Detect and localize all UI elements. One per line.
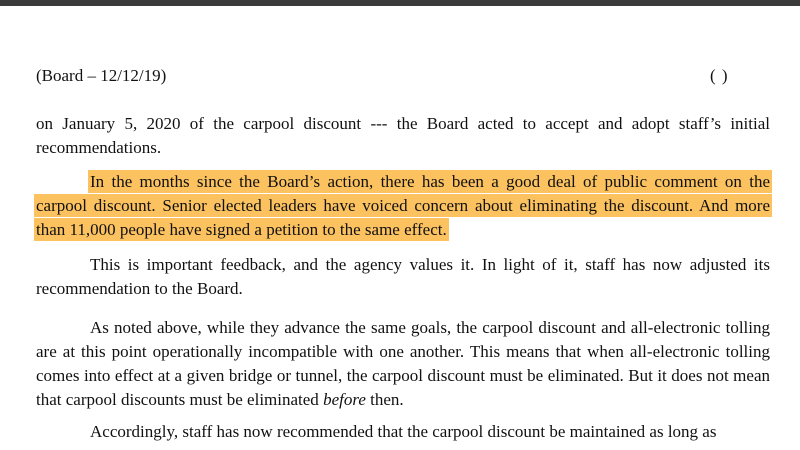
document-header-date: (Board – 12/12/19) bbox=[36, 66, 167, 85]
document-header-page-marker: ( ) bbox=[710, 66, 729, 85]
paragraph-feedback bbox=[36, 253, 770, 301]
paragraph-accordingly bbox=[36, 420, 770, 444]
paragraph-text: on January 5, 2020 of the carpool discount --- the Board acted to accept and adopt staff’s initial recommendations. bbox=[36, 114, 770, 157]
paragraph-tolling bbox=[36, 316, 770, 412]
paragraph-continuation bbox=[36, 112, 770, 160]
paragraph-public-comment bbox=[36, 170, 770, 242]
emphasized-word: before bbox=[323, 390, 366, 409]
highlighted-text[interactable]: In the months since the Board’s action, there has been a good deal of public comment on the carpool discount. Senior elected leaders have voiced concern about eliminating the discount. And more than 11,000 people have signed a petition to the same effect. bbox=[36, 172, 770, 239]
paragraph-text: Accordingly, staff has now recommended that the carpool discount be maintained as long as bbox=[90, 422, 717, 441]
paragraph-text: This is important feedback, and the agency values it. In light of it, staff has now adjusted its recommendation to the Board. bbox=[36, 255, 770, 298]
paragraph-text-end: then. bbox=[365, 390, 404, 409]
paragraph-text: As noted above, while they advance the same goals, the carpool discount and all-electronic tolling are at this point operationally incompatible with one another. This means that when all-electronic tolling comes into effect at a given bridge or tunnel, the carpool discount must be eliminated. But it does not mean that carpool discounts must be eliminated bbox=[36, 318, 770, 409]
